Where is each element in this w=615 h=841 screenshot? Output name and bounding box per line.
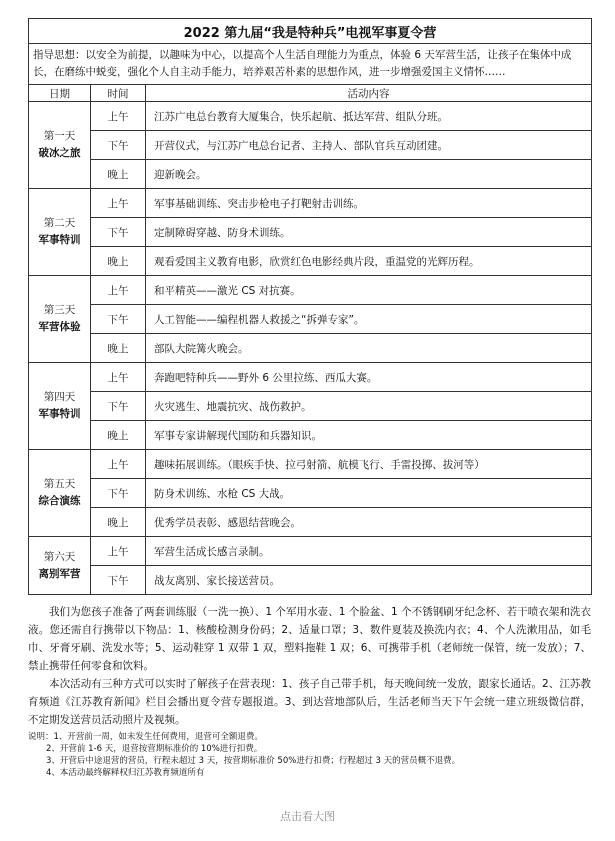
activity-cell: 观看爱国主义教育电影，欣赏红色电影经典片段，重温党的光辉历程。: [146, 247, 592, 276]
time-cell: 上午: [91, 102, 146, 131]
guiding-principle: 指导思想：以安全为前提，以趣味为中心，以提高个人生活自理能力为重点，体验 6 天军营生活，让孩子在集体中成长，在磨练中蜕变，强化个人自主动手能力，培养艰苦朴素的思想作风，进一步增强爱国主义情怀……: [29, 44, 592, 85]
day-theme: 破冰之旅: [38, 147, 81, 159]
time-cell: 上午: [91, 450, 146, 479]
day-cell: [29, 189, 91, 276]
activity-cell: 防身术训练、水枪 CS 大战。: [146, 479, 592, 508]
day-cell: [29, 450, 91, 537]
time-cell: 下午: [91, 392, 146, 421]
column-header-content: 活动内容: [146, 85, 592, 102]
time-cell: 上午: [91, 537, 146, 566]
document: [28, 18, 591, 779]
column-header-time: 时间: [91, 85, 146, 102]
table-row: [29, 508, 592, 537]
communication-paragraph: 本次活动有三种方式可以实时了解孩子在营表现：1、孩子自己带手机，每天晚间统一发放，跟家长通话。2、江苏教育频道《江苏教育新闻》栏目会播出夏令营专题报道。3、到达营地部队后，生活老师当天下午会统一建立班级微信群，不定期发送营员活动照片及视频。: [28, 678, 591, 726]
time-cell: 下午: [91, 218, 146, 247]
refund-notes: [28, 731, 591, 779]
table-row: [29, 189, 592, 218]
day-cell: [29, 276, 91, 363]
time-cell: 下午: [91, 479, 146, 508]
time-cell: 晚上: [91, 247, 146, 276]
table-row: [29, 479, 592, 508]
time-cell: 上午: [91, 276, 146, 305]
time-cell: 下午: [91, 131, 146, 160]
table-row: [29, 160, 592, 189]
activity-cell: 部队大院篝火晚会。: [146, 334, 592, 363]
activity-cell: 趣味拓展训练。（眼疾手快、拉弓射箭、航模飞行、手雷投掷、拔河等）: [146, 450, 592, 479]
day-number: 第五天: [43, 478, 76, 490]
day-number: 第二天: [43, 217, 76, 229]
day-number: 第三天: [43, 304, 76, 316]
table-row: [29, 421, 592, 450]
time-cell: 晚上: [91, 508, 146, 537]
table-row: [29, 392, 592, 421]
activity-cell: 火灾逃生、地震抗灾、战伤救护。: [146, 392, 592, 421]
day-theme: 军事特训: [38, 408, 81, 420]
column-header-date: 日期: [29, 85, 91, 102]
activity-cell: 优秀学员表彰、感恩结营晚会。: [146, 508, 592, 537]
table-row: [29, 102, 592, 131]
day-number: 第四天: [43, 391, 76, 403]
time-cell: 下午: [91, 305, 146, 334]
table-row: [29, 276, 592, 305]
note-line: 2、开营前 1-6 天，退营按营期标准价的 10%进行扣费。: [46, 744, 263, 754]
day-theme: 综合演练: [38, 495, 81, 507]
table-row: [29, 218, 592, 247]
table-row: [29, 247, 592, 276]
note-line: 4、本活动最终解释权归江苏教育频道所有: [46, 768, 205, 778]
day-theme: 离别军营: [38, 567, 81, 580]
note-line: 说明：1、开营前一周，如未发生任何费用，退营可全额退费。: [28, 732, 263, 742]
schedule-table: [28, 18, 592, 595]
day-number: 第一天: [43, 130, 76, 142]
time-cell: 晚上: [91, 421, 146, 450]
activity-cell: 军营生活成长感言录制。: [146, 537, 592, 566]
activity-cell: 军事基础训练、突击步枪电子打靶射击训练。: [146, 189, 592, 218]
activity-cell: 战友离别、家长接送营员。: [146, 566, 592, 595]
time-cell: 晚上: [91, 160, 146, 189]
activity-cell: 人工智能——编程机器人救援之“拆弹专家”。: [146, 305, 592, 334]
activity-cell: 开营仪式，与江苏广电总台记者、主持人、部队官兵互动团建。: [146, 131, 592, 160]
view-larger-link[interactable]: 点击看大图: [280, 810, 335, 823]
table-row: [29, 566, 592, 595]
table-row: [29, 363, 592, 392]
time-cell: 上午: [91, 363, 146, 392]
activity-cell: 迎新晚会。: [146, 160, 592, 189]
table-row: [29, 131, 592, 160]
time-cell: 上午: [91, 189, 146, 218]
time-cell: 下午: [91, 566, 146, 595]
day-theme: 军营体验: [38, 321, 81, 333]
table-row: [29, 305, 592, 334]
activity-cell: 江苏广电总台教育大厦集合，快乐起航、抵达军营、组队分班。: [146, 102, 592, 131]
day-number: 第六天: [43, 550, 76, 563]
note-line: 3、开营后中途退营的营员，行程未超过 3 天，按营期标准价 50%进行扣费；行程超过 3 天的营员概不退费。: [46, 756, 461, 766]
table-row: [29, 537, 592, 566]
table-row: [29, 450, 592, 479]
day-cell: [29, 102, 91, 189]
day-theme: 军事特训: [38, 234, 81, 246]
page-title: 2022 第九届“我是特种兵”电视军事夏令营: [29, 19, 592, 44]
activity-cell: 和平精英——激光 CS 对抗赛。: [146, 276, 592, 305]
activity-cell: 定制障碍穿越、防身术训练。: [146, 218, 592, 247]
table-row: [29, 334, 592, 363]
day-cell: [29, 537, 91, 595]
activity-cell: 军事专家讲解现代国防和兵器知识。: [146, 421, 592, 450]
activity-cell: 奔跑吧特种兵——野外 6 公里拉练、西瓜大赛。: [146, 363, 592, 392]
supplies-paragraph: 我们为您孩子准备了两套训练服（一洗一换）、1 个军用水壶、1 个脸盆、1 个不锈钢刷牙纪念杯、若干喷衣架和洗衣液。您还需自行携带以下物品：1、核酸检测身份码；2、适量口罩；3、数件夏装及换洗内衣；4、个人洗漱用品，如毛巾、牙膏牙刷、洗发水等；5、运动鞋穿 1 双带 1 双，塑料拖鞋 1 双；6、可携带手机（老师统一保管，统一发放）；7、禁止携带任何零食和饮料。: [28, 606, 591, 672]
day-cell: [29, 363, 91, 450]
time-cell: 晚上: [91, 334, 146, 363]
